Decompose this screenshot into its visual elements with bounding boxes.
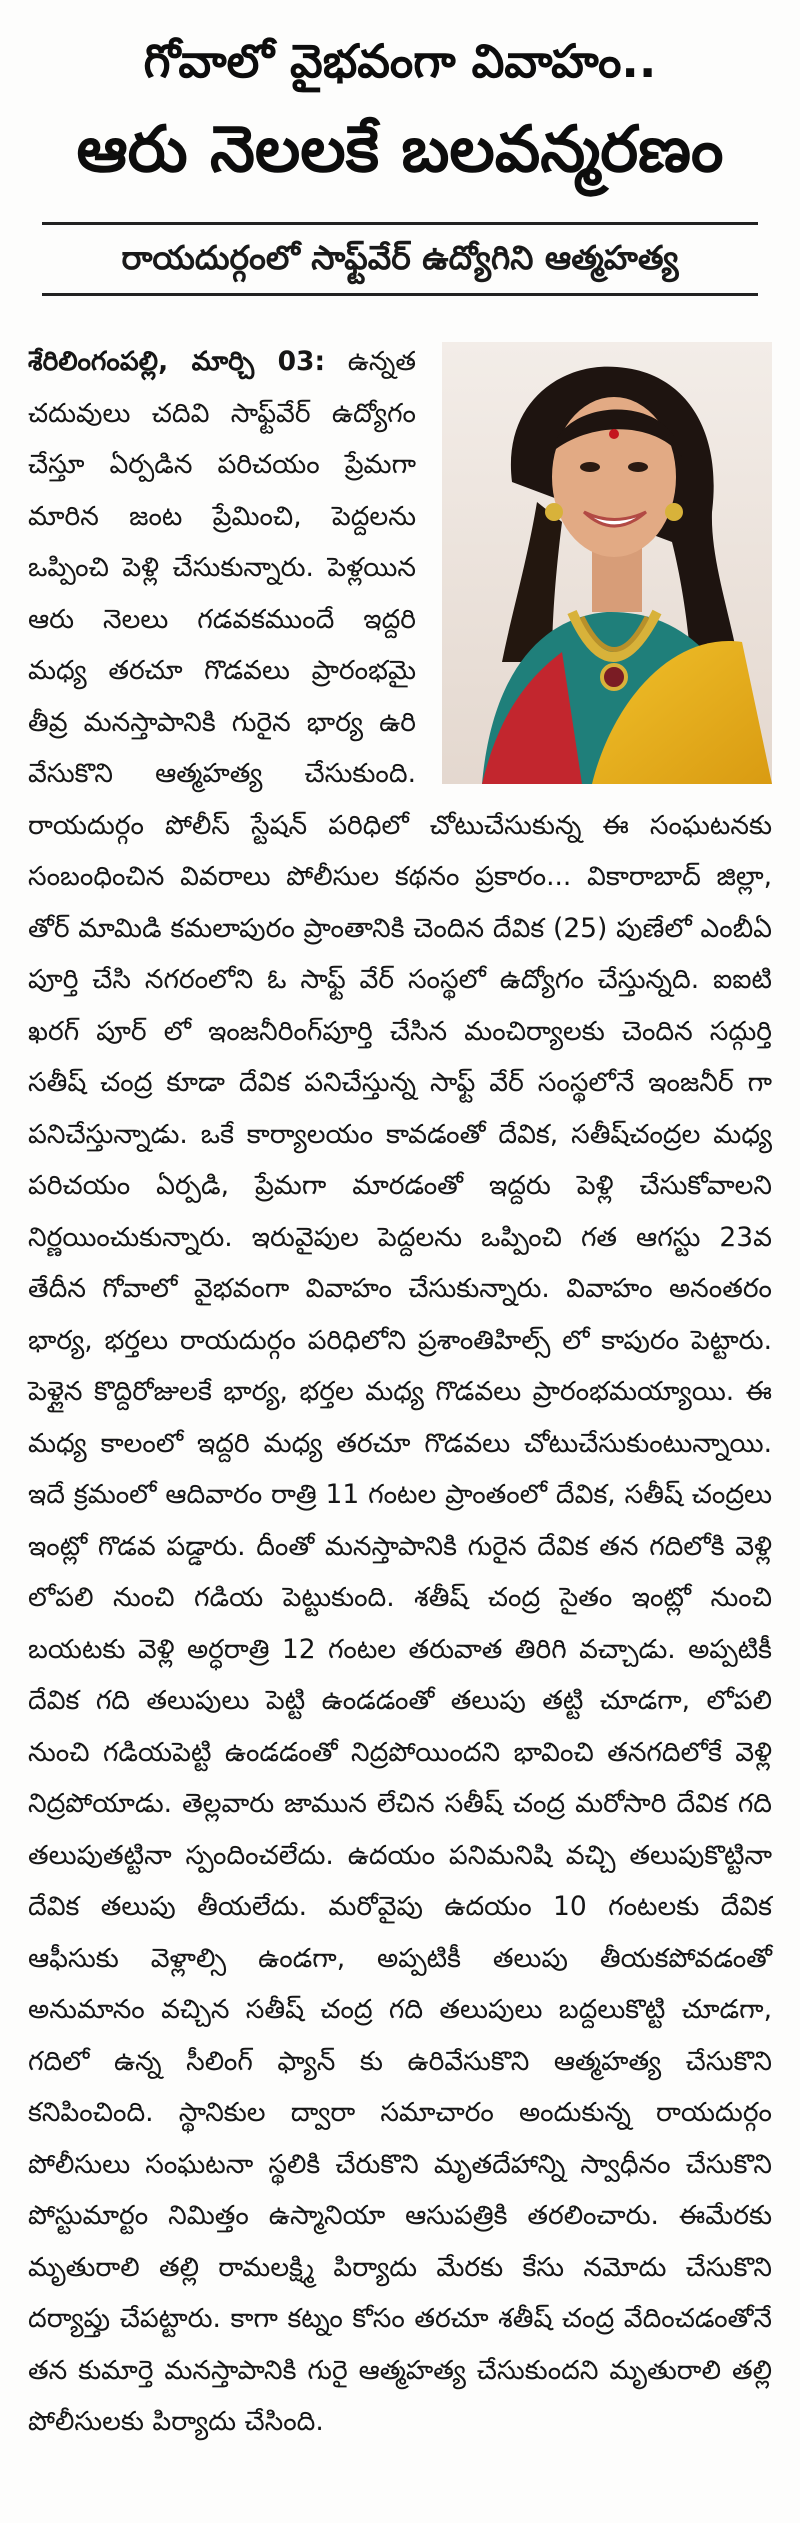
article-body	[22, 336, 778, 2448]
subheading-bar	[42, 222, 758, 296]
portrait-illustration	[442, 342, 772, 784]
portrait-photo	[442, 342, 772, 784]
article-dateline: శేరిలింగంపల్లి, మార్చి 03:	[28, 346, 326, 377]
headline-line-2: ఆరు నెలలకే బలవన్మరణం	[76, 113, 724, 187]
headline-line-1: గోవాలో వైభవంగా వివాహం..	[143, 34, 657, 88]
subheading: రాయదుర్గంలో సాఫ్ట్‌వేర్ ఉద్యోగిని ఆత్మహత్య	[121, 238, 679, 277]
article-text: ఉన్నత చదువులు చదివి సాఫ్ట్‌వేర్ ఉద్యోగం చేస్తూ ఏర్పడిన పరిచయం ప్రేమగా మారిన జంట ప్రేమించి, పెద్దలను ఒప్పించి పెళ్లి చేసుకున్నారు. పెళ్లయిన ఆరు నెలలు గడవకముందే ఇద్దరి మధ్య తరచూ గొడవలు ప్రారంభమై తీవ్ర మనస్తాపానికి గురైన భార్య ఉరి వేసుకొని ఆత్మహత్య చేసుకుంది. రాయదుర్గం పోలీస్ స్టేషన్ పరిధిలో చోటుచేసుకున్న ఈ సంఘటనకు సంబంధించిన వివరాలు పోలీసుల కథనం ప్రకారం... వికారాబాద్ జిల్లా, తోర్ మామిడి కమలాపురం ప్రాంతానికి చెందిన దేవిక (25) పుణేలో ఎంబీఏ పూర్తి చేసి నగరంలోని ఓ సాఫ్ట్ వేర్ సంస్థలో ఉద్యోగం చేస్తున్నది. ఐఐటి ఖరగ్ పూర్ లో ఇంజనీరింగ్‌పూర్తి చేసిన మంచిర్యాలకు చెందిన సద్గుర్తి సతీష్ చంద్ర కూడా దేవిక పనిచేస్తున్న సాఫ్ట్ వేర్ సంస్థలోనే ఇంజనీర్ గా పనిచేస్తున్నాడు. ఒకే కార్యాలయం కావడంతో దేవిక, సతీష్‌చంద్రల మధ్య పరిచయం ఏర్పడి, ప్రేమగా మారడంతో ఇద్దరు పెళ్లి చేసుకోవాలని నిర్ణయించుకున్నారు. ఇరువైపుల పెద్దలను ఒప్పించి గత ఆగస్టు 23వ తేదీన గోవాలో వైభవంగా వివాహం చేసుకున్నారు. వివాహం అనంతరం భార్య, భర్తలు రాయదుర్గం పరిధిలోని ప్రశాంతిహిల్స్ లో కాపురం పెట్టారు. పెళ్లైన కొద్దిరోజులకే భార్య, భర్తల మధ్య గొడవలు ప్రారంభమయ్యాయి. ఈ మధ్య కాలంలో ఇద్దరి మధ్య తరచూ గొడవలు చోటుచేసుకుంటున్నాయి. ఇదే క్రమంలో ఆదివారం రాత్రి 11 గంటల ప్రాంతంలో దేవిక, సతీష్ చంద్రలు ఇంట్లో గొడవ పడ్డారు. దీంతో మనస్తాపానికి గురైన దేవిక తన గదిలోకి వెళ్లి లోపలి నుంచి గడియ పెట్టుకుంది. శతీష్ చంద్ర సైతం ఇంట్లో నుంచి బయటకు వెళ్లి అర్ధరాత్రి 12 గంటల తరువాత తిరిగి వచ్చాడు. అప్పటికీ దేవిక గది తలుపులు పెట్టి ఉండడంతో తలుపు తట్టి చూడగా, లోపలి నుంచి గడియపెట్టి ఉండడంతో నిద్రపోయిందని భావించి తనగదిలోకే వెళ్లి నిద్రపోయాడు. తెల్లవారు జామున లేచిన సతీష్ చంద్ర మరోసారి దేవిక గది తలుపుతట్టినా స్పందించలేదు. ఉదయం పనిమనిషి వచ్చి తలుపుకొట్టినా దేవిక తలుపు తీయలేదు. మరోవైపు ఉదయం 10 గంటలకు దేవిక ఆఫీసుకు వెళ్లాల్సి ఉండగా, అప్పటికీ తలుపు తీయకపోవడంతో అనుమానం వచ్చిన సతీష్ చంద్ర గది తలుపులు బద్దలుకొట్టి చూడగా, గదిలో ఉన్న సీలింగ్ ఫ్యాన్ కు ఉరివేసుకొని ఆత్మహత్య చేసుకొని కనిపించింది. స్థానికుల ద్వారా సమాచారం అందుకున్న రాయదుర్గం పోలీసులు సంఘటనా స్థలికి చేరుకొని మృతదేహాన్ని స్వాధీనం చేసుకొని పోస్టుమార్టం నిమిత్తం ఉస్మానియా ఆసుపత్రికి తరలించారు. ఈమేరకు మృతురాలి తల్లి రామలక్ష్మి పిర్యాదు మేరకు కేసు నమోదు చేసుకొని దర్యాప్తు చేపట్టారు. కాగా కట్నం కోసం తరచూ శతీష్ చంద్ర వేదించడంతోనే తన కుమార్తె మనస్తాపానికి గురై ఆత్మహత్య చేసుకుందని మృతురాలి తల్లి పోలీసులకు పిర్యాదు చేసింది.	[28, 346, 772, 2437]
